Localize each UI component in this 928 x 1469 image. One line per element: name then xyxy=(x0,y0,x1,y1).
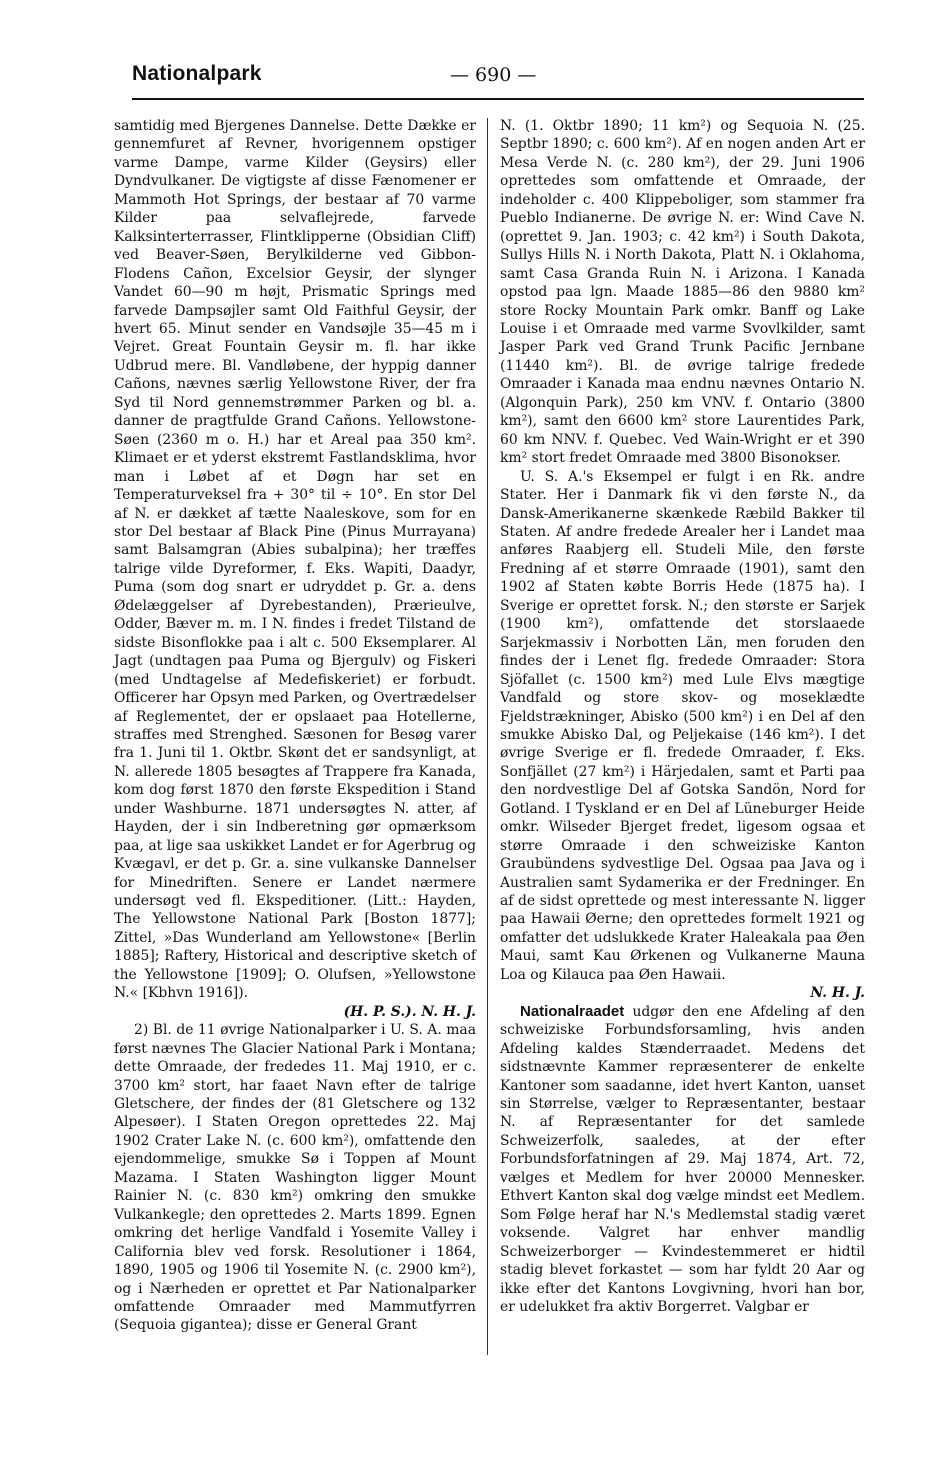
author-signature: N. H. J. xyxy=(810,985,865,1002)
paragraph: U. S. A.'s Eksempel er fulgt i en Rk. andre Stater. Her i Danmark fik vi den første N., da Dansk-Amerikanerne skænkede Ræbild Bakker til Staten. Af andre fredede Arealer her i Landet maa anføres Raabjerg ell. Studeli Mile, den første Fredning af et større Omraade (1901), samt den 1902 af Staten købte Borris Hede (1875 ha). I Sverige er oprettet forsk. N.; den største er Sarjek (1900 km²), omfattende det storslaaede Sarjekmassiv i Norbotten Län, men foruden den findes der i Lenet flg. fredede Omraader: Stora Sjöfallet (c. 1500 km²) med Lule Elvs mægtige Vandfald og store skov- og moseklædte Fjeldstrækninger, Abisko (500 km²) i en Del af den smukke Abisko Dal, og Peljekaise (146 km²). I det øvrige Sverige er fl. fredede Omraader, f. Eks. Sonfjället (27 km²) i Härjedalen, samt et Parti paa den nordvestlige Del af Gotska Sandön, Nord for Gotland. I Tyskland er en Del af Lüneburger Heide omkr. Wilseder Bjerget fredet, ligesom ogsaa et større Omraade i den schweiziske Kanton Graubündens sydvestlige Del. Ogsaa paa Java og i Australien samt Sydamerika er der Fredninger. En af de sidst oprettede og mest interessante N. ligger paa Hawaii Øerne; den oprettedes formelt 1921 og omfatter det udslukkede Krater Haleakala paa Øen Maui, samt Kau Ørkenen og Vulkanerne Mauna Loa og Kilauca paa Øen Hawaii. xyxy=(500,468,865,983)
page-header xyxy=(132,62,864,92)
paragraph: N. (1. Oktbr 1890; 11 km²) og Sequoia N. (25. Septbr 1890; c. 600 km²). Af en nogen anden Art er Mesa Verde N. (c. 280 km²), der 29. Juni 1906 oprettedes som omfattende et Omraade, der indeholder c. 400 Klippeboliger, som stammer fra Pueblo Indianerne. De øvrige N. er: Wind Cave N. (oprettet 9. Jan. 1903; c. 42 km²) i South Dakota, Sullys Hills N. i North Dakota, Platt N. i Oklahoma, samt Casa Granda Ruin N. i Arizona. I Kanada opstod paa lgn. Maade 1885—86 den 9880 km² store Rocky Mountain Park omkr. Banff og Lake Louise i et Omraade med varme Svovlkilder, samt Jasper Park ved Grand Trunk Pacific Jernbane (11440 km²). Bl. de øvrige talrige fredede Omraader i Kanada maa endnu nævnes Ontario N. (Algonquin Park), 250 km VNV. f. Ontario (3800 km²), samt den 6600 km² store Laurentides Park, 60 km NNV. f. Quebec. Ved Wain-Wright er et 390 km² stort fredet Omraade med 3800 Bisonokser. xyxy=(500,118,865,467)
author-signature: (H. P. S.). N. H. J. xyxy=(343,1003,476,1020)
page-number: — 690 — xyxy=(450,64,537,86)
running-head-title: Nationalpark xyxy=(132,62,262,85)
left-column xyxy=(114,117,476,1335)
right-column xyxy=(500,117,865,1316)
column-divider xyxy=(487,118,488,1355)
entry-text: udgør den ene Afdeling af den schweiziske Forbundsforsamling, hvis anden Afdeling kaldes Stænderraadet. Medens det sidstnævnte Kammer repræsenterer de enkelte Kantoner som saadanne, idet hvert Kanton, uanset sin Størrelse, vælger to Repræsentanter, bestaar N. af Repræsentanter for det samlede Schweizerfolk, saaledes, at der efter Forbundsforfatningen af 29. Maj 1874, Art. 72, vælges et Medlem for hver 20000 Mennesker. Ethvert Kanton skal dog vælge mindst eet Medlem. Som Følge heraf har N.'s Medlemstal stadig været voksende. Valgret har enhver mandlig Schweizerborger — Kvindestemmeret er hidtil stadig blevet forkastet — som har fyldt 20 Aar og ikke efter det Kantons Lovgivning, hvori han bor, er udelukket fra aktiv Borgerret. Valgbar er xyxy=(500,1003,865,1315)
header-rule xyxy=(132,98,864,100)
entry-headword: Nationalraadet xyxy=(520,1002,625,1020)
paragraph: 2) Bl. de 11 øvrige Nationalparker i U. S. A. maa først nævnes The Glacier National Park i Montana; dette Omraade, der frededes 11. Maj 1910, er c. 3700 km² stort, har faaet Navn efter de talrige Gletschere, der findes der (81 Gletschere og 132 Alpesøer). I Staten Oregon oprettedes 22. Maj 1902 Crater Lake N. (c. 600 km²), omfattende den ejendommelige, smukke Sø i Toppen af Mount Mazama. I Staten Washington ligger Mount Rainier N. (c. 830 km²) omkring den smukke Vulkankegle; den oprettedes 2. Marts 1899. Egnen omkring det herlige Vandfald i Yosemite Valley i California blev ved forsk. Resolutioner i 1864, 1890, 1905 og 1906 til Yosemite N. (c. 2900 km²), og i Nærheden er oprettet et Par Nationalparker omfattende Omraader med Mammutfyrren (Sequoia gigantea); disse er General Grant xyxy=(114,1022,476,1334)
paragraph: samtidig med Bjergenes Dannelse. Dette Dække er gennemfuret af Revner, hvorigennem opstiger varme Dampe, varme Kilder (Geysirs) eller Dyndvulkaner. De vigtigste af disse Fænomener er Mammoth Hot Springs, der bestaar af 70 varme Kilder paa selvaflejrede, farvede Kalksinterterrasser, Flintklipperne (Obsidian Cliff) ved Beaver-Søen, Berylkilderne ved Gibbon-Flodens Cañon, Excelsior Geysir, der slynger Vandet 60—90 m højt, Prismatic Springs med farvede Dampsøjler samt Old Faithful Geysir, der hvert 65. Minut sender en Vandsøjle 35—45 m i Vejret. Great Fountain Geysir m. fl. har ikke Udbrud mere. Bl. Vandløbene, der hyppig danner Cañons, nævnes særlig Yellowstone River, der fra Syd til Nord gennemstrømmer Parken og bl. a. danner de pragtfulde Grand Cañons. Yellowstone-Søen (2360 m o. H.) har et Areal paa 350 km². Klimaet er et yderst ekstremt Fastlandsklima, hvor man i Løbet af et Døgn har set en Temperaturveksel fra + 30° til ÷ 10°. En stor Del af N. er dækket af tætte Naaleskove, som for en stor Del bestaar af Black Pine (Pinus Murrayana) samt Balsamgran (Abies subalpina); her træffes talrige vilde Dyreformer, f. Eks. Wapiti, Daadyr, Puma (som dog snart er udryddet p. Gr. a. dens Ødelæggelser af Dyrebestanden), Prærieulve, Odder, Bæver m. m. I N. findes i fredet Tilstand de sidste Bisonflokke paa i alt c. 500 Eksemplarer. Al Jagt (undtagen paa Puma og Bjergulv) og Fiskeri (med Undtagelse af Medefiskeriet) er forbudt. Officerer har Opsyn med Parken, og Overtrædelser af Reglementet, der er opslaaet paa Hotellerne, straffes med Strenghed. Sæsonen for Besøg varer fra 1. Juni til 1. Oktbr. Skønt det er sandsynligt, at N. allerede 1805 besøgtes af Trappere fra Kanada, kom dog først 1870 den første Ekspedition i Stand under Washburne. 1871 undersøgtes N. atter, af Hayden, der i sin Indberetning gør opmærksom paa, at lige saa uskikket Landet er for Agerbrug og Kvægavl, er det p. Gr. a. sine vulkanske Dannelser for Minedriften. Senere er Landet nærmere undersøgt ved fl. Ekspeditioner. (Litt.: Hayden, The Yellowstone National Park [Boston 1877]; Zittel, »Das Wunderland am Yellowstone« [Berlin 1885]; Raftery, Historical and descriptive sketch of the Yellowstone [1909]; O. Olufsen, »Yellowstone N.« [Kbhvn 1916]). xyxy=(114,118,476,1002)
entry-paragraph xyxy=(500,1003,865,1317)
